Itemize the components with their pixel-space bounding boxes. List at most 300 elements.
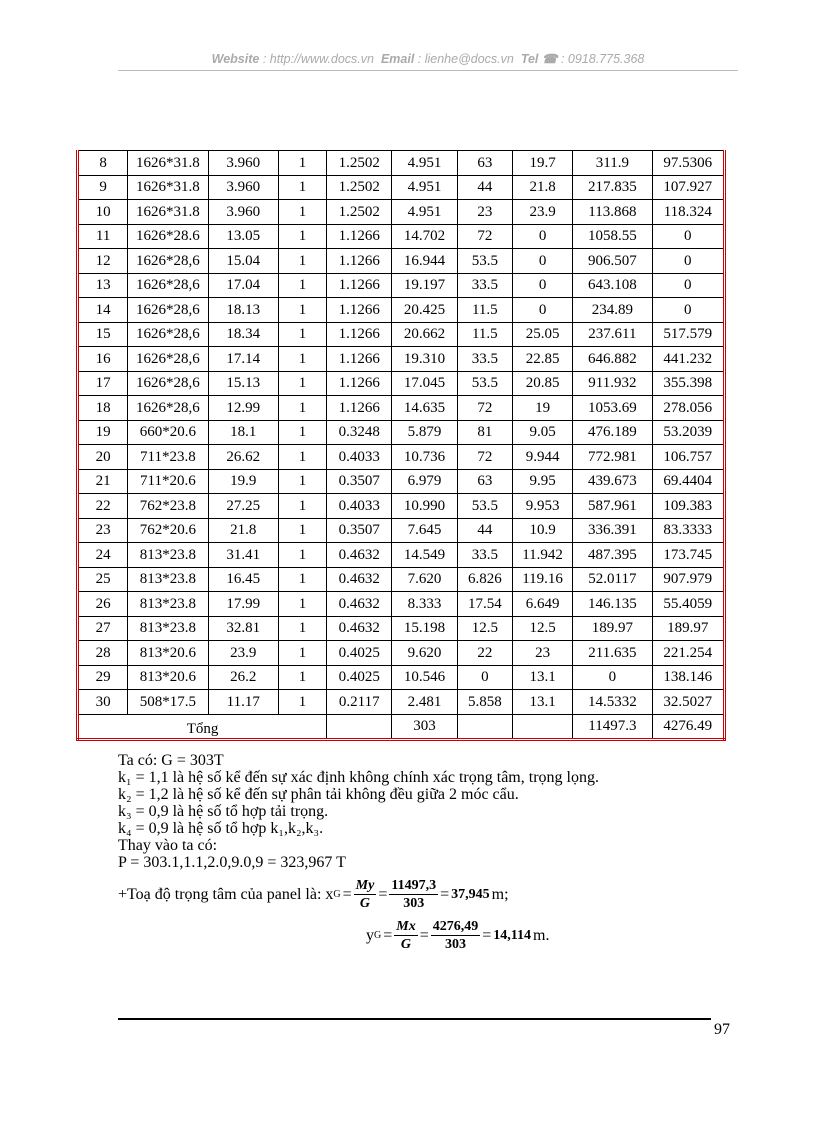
- table-cell: 31.41: [208, 543, 278, 568]
- table-cell: 106.757: [652, 445, 724, 470]
- table-cell: 14: [78, 298, 128, 323]
- line-g: Ta có: G = 303T: [118, 752, 224, 769]
- table-cell: 813*23.8: [128, 567, 208, 592]
- table-cell: 63: [457, 469, 512, 494]
- table-cell: 6.979: [392, 469, 457, 494]
- table-cell: 907.979: [652, 567, 724, 592]
- table-cell: 173.745: [652, 543, 724, 568]
- table-cell: 487.395: [573, 543, 652, 568]
- table-cell: 29: [78, 665, 128, 690]
- table-cell: 11.5: [457, 298, 512, 323]
- table-row: [78, 273, 725, 298]
- table-cell: 211.635: [573, 641, 652, 666]
- xg-num1: My: [355, 878, 375, 893]
- table-cell: 15.198: [392, 616, 457, 641]
- xg-sub: G: [333, 889, 341, 900]
- table-cell: 0: [652, 224, 724, 249]
- table-cell: 20.85: [512, 371, 572, 396]
- table-cell: 0.3507: [327, 469, 392, 494]
- table-row: [78, 371, 725, 396]
- table-cell: 189.97: [573, 616, 652, 641]
- table-cell: 26: [78, 592, 128, 617]
- table-cell: 711*23.8: [128, 445, 208, 470]
- table-cell: 1626*28,6: [128, 371, 208, 396]
- table-cell: 1: [278, 469, 326, 494]
- data-table-wrapper: [76, 150, 726, 741]
- table-cell: 1: [278, 396, 326, 421]
- table-row: [78, 592, 725, 617]
- table-cell: 9.944: [512, 445, 572, 470]
- total-label: Tổng: [78, 714, 327, 740]
- table-cell: 17.04: [208, 273, 278, 298]
- table-cell: 69.4404: [652, 469, 724, 494]
- table-cell: 14.549: [392, 543, 457, 568]
- xg-num2: 11497,3: [391, 878, 437, 893]
- xg-unit: m;: [491, 886, 509, 903]
- table-cell: 813*23.8: [128, 543, 208, 568]
- table-row: [78, 494, 725, 519]
- table-cell: 19.197: [392, 273, 457, 298]
- table-cell: 0: [652, 298, 724, 323]
- yg-formula: y G = $\frac{Mx}{G}$ = $\frac{4276,49}{303}$ = 14,114 m.: [366, 919, 550, 952]
- table-cell: 33.5: [457, 273, 512, 298]
- table-cell: 0: [457, 665, 512, 690]
- table-cell: 13.1: [512, 690, 572, 715]
- table-cell: 26.2: [208, 665, 278, 690]
- table-cell: 33.5: [457, 347, 512, 372]
- table-cell: 16.45: [208, 567, 278, 592]
- table-cell: 63: [457, 151, 512, 176]
- table-cell: 17.99: [208, 592, 278, 617]
- yg-frac2: [431, 918, 481, 953]
- table-cell: 0: [512, 273, 572, 298]
- yg-sub: G: [374, 930, 382, 941]
- table-cell: 9.95: [512, 469, 572, 494]
- table-row: [78, 151, 725, 176]
- table-row: [78, 396, 725, 421]
- table-cell: 6.826: [457, 567, 512, 592]
- total-row: [78, 714, 725, 740]
- table-cell: 1: [278, 420, 326, 445]
- table-cell: 146.135: [573, 592, 652, 617]
- table-cell: 138.146: [652, 665, 724, 690]
- table-cell: 97.5306: [652, 151, 724, 176]
- table-cell: 15.04: [208, 249, 278, 274]
- table-row: [78, 322, 725, 347]
- table-cell: 107.927: [652, 175, 724, 200]
- table-cell: 0: [652, 249, 724, 274]
- total-cell-empty: [457, 714, 512, 740]
- table-row: [78, 249, 725, 274]
- table-cell: 0: [573, 665, 652, 690]
- total-my: 11497.3: [573, 714, 652, 740]
- table-cell: 14.5332: [573, 690, 652, 715]
- table-cell: 1.2502: [327, 175, 392, 200]
- xg-frac1: [354, 877, 377, 912]
- table-cell: 1626*28,6: [128, 396, 208, 421]
- table-cell: 13: [78, 273, 128, 298]
- table-cell: 9.05: [512, 420, 572, 445]
- table-cell: 0.4632: [327, 592, 392, 617]
- table-cell: 0.4025: [327, 665, 392, 690]
- table-cell: 22.85: [512, 347, 572, 372]
- xg-formula: +Toạ độ trọng tâm của panel là: x G = $\frac{My}{G}$ = $\frac{11497,3}{303}$ = 37,945 m;: [118, 878, 509, 911]
- table-cell: 3.960: [208, 151, 278, 176]
- table-cell: 1: [278, 249, 326, 274]
- table-cell: 109.383: [652, 494, 724, 519]
- table-cell: 587.961: [573, 494, 652, 519]
- body-text: [118, 752, 738, 953]
- table-cell: 16.944: [392, 249, 457, 274]
- table-cell: 1: [278, 224, 326, 249]
- table-cell: 18: [78, 396, 128, 421]
- table-cell: 1.1266: [327, 249, 392, 274]
- table-cell: 4.951: [392, 151, 457, 176]
- yg-frac1: [394, 918, 417, 953]
- table-cell: 1: [278, 371, 326, 396]
- table-cell: 9: [78, 175, 128, 200]
- table-row: [78, 641, 725, 666]
- table-cell: 113.868: [573, 200, 652, 225]
- table-cell: 21.8: [208, 518, 278, 543]
- total-weight: 303: [392, 714, 457, 740]
- table-cell: 12.99: [208, 396, 278, 421]
- table-cell: 10.990: [392, 494, 457, 519]
- table-cell: 772.981: [573, 445, 652, 470]
- table-cell: 0.4033: [327, 494, 392, 519]
- table-cell: 52.0117: [573, 567, 652, 592]
- table-cell: 1: [278, 665, 326, 690]
- table-cell: 10.9: [512, 518, 572, 543]
- table-cell: 1058.55: [573, 224, 652, 249]
- table-cell: 12: [78, 249, 128, 274]
- table-cell: 311.9: [573, 151, 652, 176]
- table-cell: 8: [78, 151, 128, 176]
- table-row: [78, 690, 725, 715]
- table-cell: 508*17.5: [128, 690, 208, 715]
- total-mx: 4276.49: [652, 714, 724, 740]
- table-row: [78, 347, 725, 372]
- yg-den1: G: [400, 937, 412, 952]
- table-cell: 762*20.6: [128, 518, 208, 543]
- table-cell: 0.2117: [327, 690, 392, 715]
- table-cell: 12.5: [512, 616, 572, 641]
- table-cell: 813*20.6: [128, 665, 208, 690]
- table-cell: 23: [512, 641, 572, 666]
- table-cell: 0.3507: [327, 518, 392, 543]
- table-cell: 3.960: [208, 175, 278, 200]
- yg-unit: m.: [533, 927, 550, 944]
- table-cell: 13.1: [512, 665, 572, 690]
- table-cell: 23: [457, 200, 512, 225]
- table-cell: 3.960: [208, 200, 278, 225]
- table-cell: 18.34: [208, 322, 278, 347]
- line-k1: k₁ = 1,1 là hệ số kể đến sự xác định không chính xác trọng tâm, trọng lọng.: [118, 769, 599, 786]
- xg-frac2: [389, 877, 438, 912]
- table-cell: 119.16: [512, 567, 572, 592]
- table-cell: 1.1266: [327, 224, 392, 249]
- table-cell: 1: [278, 494, 326, 519]
- table-cell: 20.662: [392, 322, 457, 347]
- table-cell: 0: [512, 298, 572, 323]
- table-cell: 17.54: [457, 592, 512, 617]
- table-cell: 81: [457, 420, 512, 445]
- table-cell: 13.05: [208, 224, 278, 249]
- footer-rule: [118, 1018, 711, 1020]
- table-cell: 11.17: [208, 690, 278, 715]
- table-cell: 0.4632: [327, 616, 392, 641]
- table-cell: 1: [278, 641, 326, 666]
- table-cell: 221.254: [652, 641, 724, 666]
- table-cell: 1053.69: [573, 396, 652, 421]
- table-cell: 19.310: [392, 347, 457, 372]
- line-k2: k₂ = 1,2 là hệ số kể đến sự phân tải không đều giữa 2 móc cẩu.: [118, 786, 519, 803]
- table-cell: 813*23.8: [128, 616, 208, 641]
- table-cell: 12.5: [457, 616, 512, 641]
- table-cell: 1.2502: [327, 151, 392, 176]
- table-cell: 1: [278, 273, 326, 298]
- email-value: : lienhe@docs.vn: [417, 52, 514, 66]
- table-cell: 643.108: [573, 273, 652, 298]
- table-cell: 22: [457, 641, 512, 666]
- yg-num1: Mx: [396, 919, 416, 934]
- table-cell: 15.13: [208, 371, 278, 396]
- table-cell: 44: [457, 518, 512, 543]
- table-cell: 0.4632: [327, 543, 392, 568]
- table-cell: 5.879: [392, 420, 457, 445]
- table-cell: 27.25: [208, 494, 278, 519]
- table-cell: 25: [78, 567, 128, 592]
- table-cell: 32.81: [208, 616, 278, 641]
- table-cell: 0: [512, 249, 572, 274]
- xg-prefix: +Toạ độ trọng tâm của panel là: x: [118, 886, 334, 903]
- yg-den2: 303: [445, 937, 466, 952]
- table-cell: 14.702: [392, 224, 457, 249]
- table-row: [78, 567, 725, 592]
- table-row: [78, 616, 725, 641]
- table-row: [78, 200, 725, 225]
- table-row: [78, 224, 725, 249]
- table-cell: 16: [78, 347, 128, 372]
- table-cell: 1.1266: [327, 322, 392, 347]
- table-cell: 1626*28,6: [128, 322, 208, 347]
- table-cell: 234.89: [573, 298, 652, 323]
- table-cell: 8.333: [392, 592, 457, 617]
- table-cell: 1626*31.8: [128, 175, 208, 200]
- total-cell-empty: [327, 714, 392, 740]
- table-cell: 1626*28.6: [128, 224, 208, 249]
- table-row: [78, 298, 725, 323]
- tel-value: : 0918.775.368: [560, 52, 645, 66]
- table-cell: 14.635: [392, 396, 457, 421]
- table-cell: 1.1266: [327, 347, 392, 372]
- total-cell-empty: [512, 714, 572, 740]
- table-cell: 53.5: [457, 249, 512, 274]
- table-cell: 1626*31.8: [128, 151, 208, 176]
- table-cell: 813*23.8: [128, 592, 208, 617]
- table-cell: 32.5027: [652, 690, 724, 715]
- table-cell: 441.232: [652, 347, 724, 372]
- table-cell: 517.579: [652, 322, 724, 347]
- table-cell: 660*20.6: [128, 420, 208, 445]
- table-cell: 1.2502: [327, 200, 392, 225]
- table-cell: 11.5: [457, 322, 512, 347]
- table-cell: 83.3333: [652, 518, 724, 543]
- table-cell: 17.045: [392, 371, 457, 396]
- website-value: : http://www.docs.vn: [262, 52, 374, 66]
- yg-num2: 4276,49: [432, 919, 479, 934]
- table-cell: 19: [78, 420, 128, 445]
- table-cell: 21.8: [512, 175, 572, 200]
- table-cell: 1.1266: [327, 371, 392, 396]
- table-cell: 0.4025: [327, 641, 392, 666]
- table-cell: 4.951: [392, 175, 457, 200]
- table-cell: 23.9: [208, 641, 278, 666]
- xg-den2: 303: [403, 896, 425, 911]
- table-cell: 118.324: [652, 200, 724, 225]
- table-cell: 7.645: [392, 518, 457, 543]
- page-header: [118, 51, 738, 71]
- table-cell: 1.1266: [327, 298, 392, 323]
- table-cell: 813*20.6: [128, 641, 208, 666]
- table-cell: 21: [78, 469, 128, 494]
- table-cell: 237.611: [573, 322, 652, 347]
- table-row: [78, 445, 725, 470]
- table-cell: 1: [278, 616, 326, 641]
- table-cell: 0: [512, 224, 572, 249]
- table-cell: 0.3248: [327, 420, 392, 445]
- table-cell: 72: [457, 224, 512, 249]
- table-cell: 1: [278, 151, 326, 176]
- table-cell: 0.4632: [327, 567, 392, 592]
- table-cell: 25.05: [512, 322, 572, 347]
- table-cell: 4.951: [392, 200, 457, 225]
- table-cell: 11.942: [512, 543, 572, 568]
- table-cell: 53.5: [457, 494, 512, 519]
- table-cell: 1.1266: [327, 396, 392, 421]
- table-cell: 439.673: [573, 469, 652, 494]
- table-cell: 9.620: [392, 641, 457, 666]
- yg-prefix: y: [366, 927, 374, 944]
- table-cell: 1: [278, 445, 326, 470]
- table-cell: 646.882: [573, 347, 652, 372]
- table-cell: 1: [278, 567, 326, 592]
- table-cell: 55.4059: [652, 592, 724, 617]
- table-cell: 72: [457, 396, 512, 421]
- table-cell: 1.1266: [327, 273, 392, 298]
- table-cell: 1: [278, 518, 326, 543]
- table-cell: 23: [78, 518, 128, 543]
- table-cell: 1626*28,6: [128, 273, 208, 298]
- table-cell: 1: [278, 690, 326, 715]
- table-row: [78, 420, 725, 445]
- table-row: [78, 175, 725, 200]
- table-cell: 189.97: [652, 616, 724, 641]
- table-cell: 17: [78, 371, 128, 396]
- table-cell: 2.481: [392, 690, 457, 715]
- table-cell: 1626*28,6: [128, 347, 208, 372]
- table-cell: 906.507: [573, 249, 652, 274]
- tel-label: Tel ☎: [520, 52, 558, 66]
- table-cell: 1626*28,6: [128, 298, 208, 323]
- table-cell: 336.391: [573, 518, 652, 543]
- table-cell: 6.649: [512, 592, 572, 617]
- table-cell: 476.189: [573, 420, 652, 445]
- table-cell: 1626*31.8: [128, 200, 208, 225]
- table-cell: 26.62: [208, 445, 278, 470]
- table-cell: 1: [278, 200, 326, 225]
- line-k3: k₃ = 0,9 là hệ số tổ hợp tải trọng.: [118, 803, 329, 820]
- yg-result: 14,114: [493, 928, 532, 943]
- table-cell: 9.953: [512, 494, 572, 519]
- table-cell: 1: [278, 175, 326, 200]
- table-row: [78, 543, 725, 568]
- table-row: [78, 665, 725, 690]
- table-cell: 17.14: [208, 347, 278, 372]
- table-cell: 1626*28,6: [128, 249, 208, 274]
- table-cell: 44: [457, 175, 512, 200]
- table-cell: 19.7: [512, 151, 572, 176]
- table-cell: 1: [278, 298, 326, 323]
- table-cell: 911.932: [573, 371, 652, 396]
- table-cell: 28: [78, 641, 128, 666]
- table-cell: 217.835: [573, 175, 652, 200]
- xg-result: 37,945: [451, 887, 490, 902]
- table-cell: 1: [278, 322, 326, 347]
- website-label: Website: [211, 52, 260, 66]
- table-cell: 762*23.8: [128, 494, 208, 519]
- table-row: [78, 518, 725, 543]
- line-subst: Thay vào ta có:: [118, 837, 218, 854]
- table-cell: 19.9: [208, 469, 278, 494]
- table-body: [78, 151, 725, 715]
- table-row: [78, 469, 725, 494]
- table-cell: 278.056: [652, 396, 724, 421]
- data-table: [76, 150, 726, 741]
- page-number: 97: [714, 1021, 730, 1038]
- table-cell: 1: [278, 592, 326, 617]
- table-cell: 0.4033: [327, 445, 392, 470]
- table-cell: 11: [78, 224, 128, 249]
- table-cell: 33.5: [457, 543, 512, 568]
- table-cell: 711*20.6: [128, 469, 208, 494]
- xg-den1: G: [359, 896, 371, 911]
- email-label: Email: [380, 52, 415, 66]
- table-cell: 1: [278, 543, 326, 568]
- table-cell: 18.1: [208, 420, 278, 445]
- table-cell: 1: [278, 347, 326, 372]
- table-cell: 20: [78, 445, 128, 470]
- table-cell: 0: [652, 273, 724, 298]
- table-cell: 30: [78, 690, 128, 715]
- line-p: P = 303.1,1.1,2.0,9.0,9 = 323,967 T: [118, 854, 346, 871]
- table-cell: 19: [512, 396, 572, 421]
- table-cell: 5.858: [457, 690, 512, 715]
- table-cell: 53.5: [457, 371, 512, 396]
- table-cell: 15: [78, 322, 128, 347]
- table-cell: 23.9: [512, 200, 572, 225]
- table-cell: 10.736: [392, 445, 457, 470]
- table-cell: 24: [78, 543, 128, 568]
- table-cell: 10.546: [392, 665, 457, 690]
- table-cell: 18.13: [208, 298, 278, 323]
- table-cell: 22: [78, 494, 128, 519]
- line-k4: k₄ = 0,9 là hệ số tổ hợp k₁,k₂,k₃.: [118, 820, 324, 837]
- table-cell: 355.398: [652, 371, 724, 396]
- table-cell: 7.620: [392, 567, 457, 592]
- table-cell: 27: [78, 616, 128, 641]
- table-cell: 20.425: [392, 298, 457, 323]
